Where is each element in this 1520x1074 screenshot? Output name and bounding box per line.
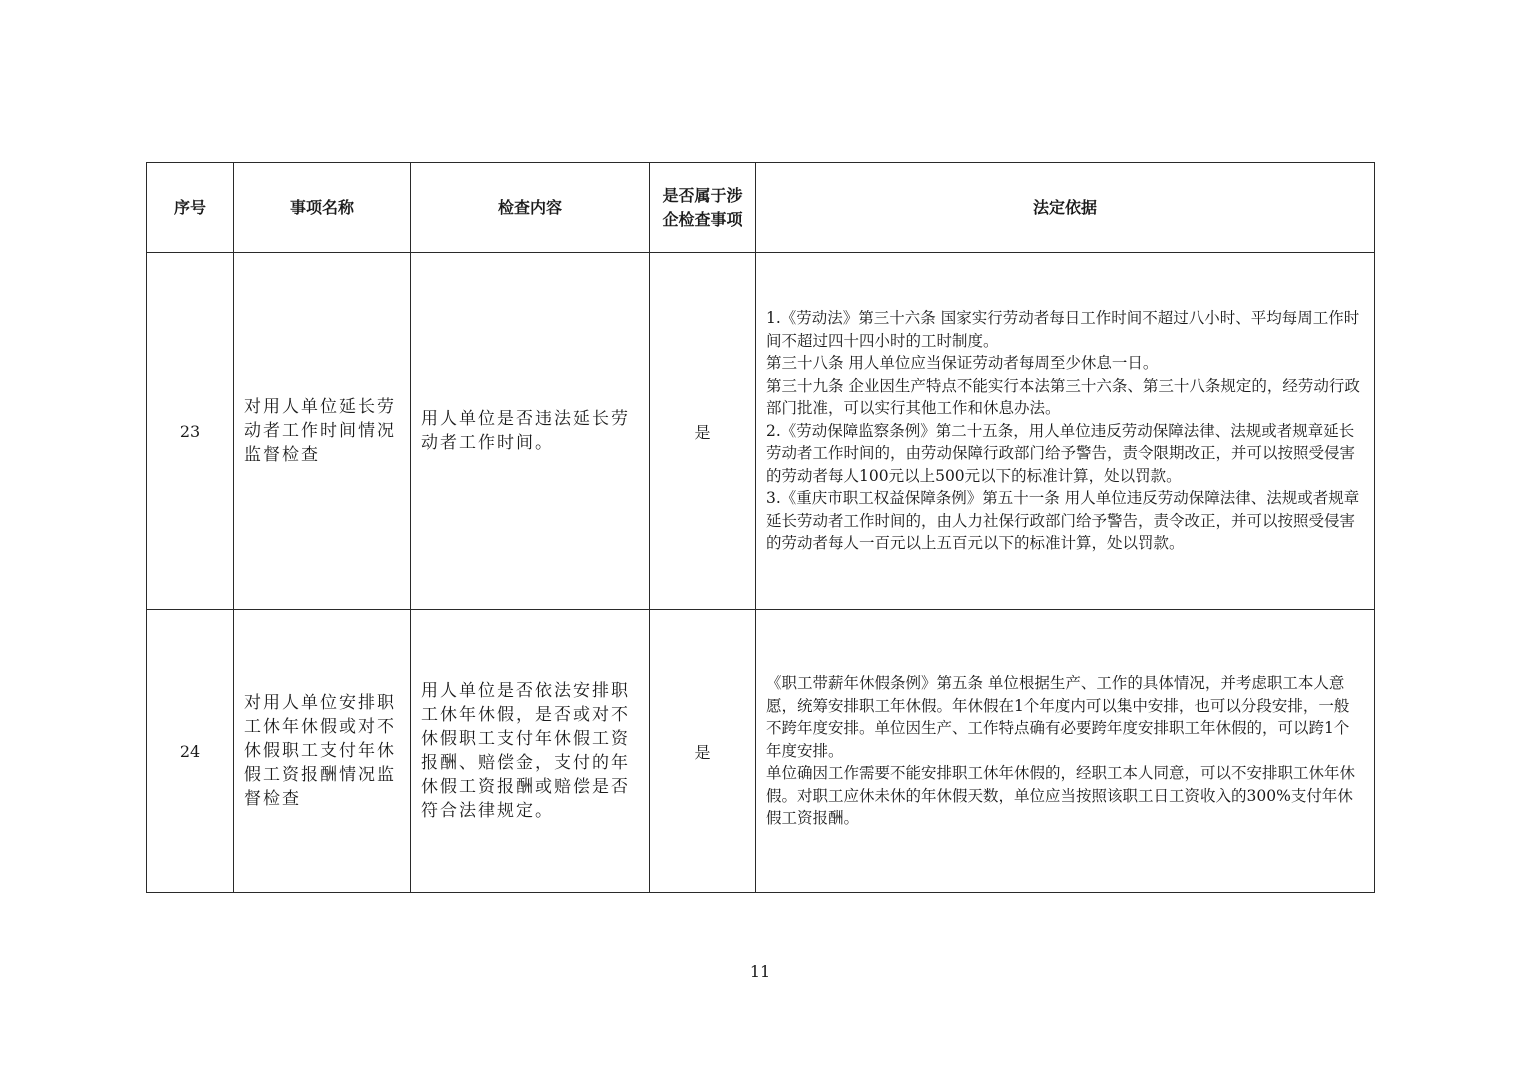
table-row xyxy=(147,253,1375,610)
table-row xyxy=(147,610,1375,893)
row-enterprise-flag: 是 xyxy=(650,253,756,610)
row-seq: 23 xyxy=(147,253,234,610)
row-seq: 24 xyxy=(147,610,234,893)
header-enterprise-related-label: 是否属于涉企检查事项 xyxy=(662,185,743,229)
legal-basis-paragraph: 2.《劳动保障监察条例》第二十五条，用人单位违反劳动保障法律、法规或者规章延长劳动者工作时间的，由劳动保障行政部门给予警告，责令限期改正，并可以按照受侵害的劳动者每人100元以上500元以下的标准计算，处以罚款。 xyxy=(766,421,1356,485)
inspection-items-table xyxy=(146,162,1375,893)
table-header-row xyxy=(147,163,1375,253)
row-item-name: 对用人单位延长劳动者工作时间情况监督检查 xyxy=(234,253,411,610)
header-seq: 序号 xyxy=(147,163,234,253)
header-enterprise-related xyxy=(650,163,756,253)
row-inspection-content: 用人单位是否违法延长劳动者工作时间。 xyxy=(411,253,650,610)
row-inspection-content: 用人单位是否依法安排职工休年休假，是否或对不休假职工支付年休假工资报酬、赔偿金，支付的年休假工资报酬或赔偿是否符合法律规定。 xyxy=(411,610,650,893)
row-item-name: 对用人单位安排职工休年休假或对不休假职工支付年休假工资报酬情况监督检查 xyxy=(234,610,411,893)
row-legal-basis xyxy=(756,610,1375,893)
page-number: 11 xyxy=(749,962,771,981)
legal-basis-paragraph: 3.《重庆市职工权益保障条例》第五十一条 用人单位违反劳动保障法律、法规或者规章延长劳动者工作时间的，由人力社保行政部门给予警告，责令改正，并可以按照受侵害的劳动者每人一百元以上五百元以下的标准计算，处以罚款。 xyxy=(766,489,1360,553)
legal-basis-paragraph: 第三十九条 企业因生产特点不能实行本法第三十六条、第三十八条规定的，经劳动行政部门批准，可以实行其他工作和休息办法。 xyxy=(766,376,1360,418)
legal-basis-paragraph: 《职工带薪年休假条例》第五条 单位根据生产、工作的具体情况，并考虑职工本人意愿，统筹安排职工年休假。年休假在1个年度内可以集中安排，也可以分段安排，一般不跨年度安排。单位因生产、工作特点确有必要跨年度安排职工年休假的，可以跨1个年度安排。 xyxy=(766,674,1350,760)
header-legal-basis: 法定依据 xyxy=(756,163,1375,253)
header-item-name: 事项名称 xyxy=(234,163,411,253)
header-inspection-content: 检查内容 xyxy=(411,163,650,253)
row-enterprise-flag: 是 xyxy=(650,610,756,893)
legal-basis-paragraph: 1.《劳动法》第三十六条 国家实行劳动者每日工作时间不超过八小时、平均每周工作时间不超过四十四小时的工时制度。 xyxy=(766,309,1360,350)
legal-basis-paragraph: 单位确因工作需要不能安排职工休年休假的，经职工本人同意，可以不安排职工休年休假。对职工应休未休的年休假天数，单位应当按照该职工日工资收入的300%支付年休假工资报酬。 xyxy=(766,764,1356,828)
legal-basis-paragraph: 第三十八条 用人单位应当保证劳动者每周至少休息一日。 xyxy=(766,354,1159,373)
row-legal-basis xyxy=(756,253,1375,610)
